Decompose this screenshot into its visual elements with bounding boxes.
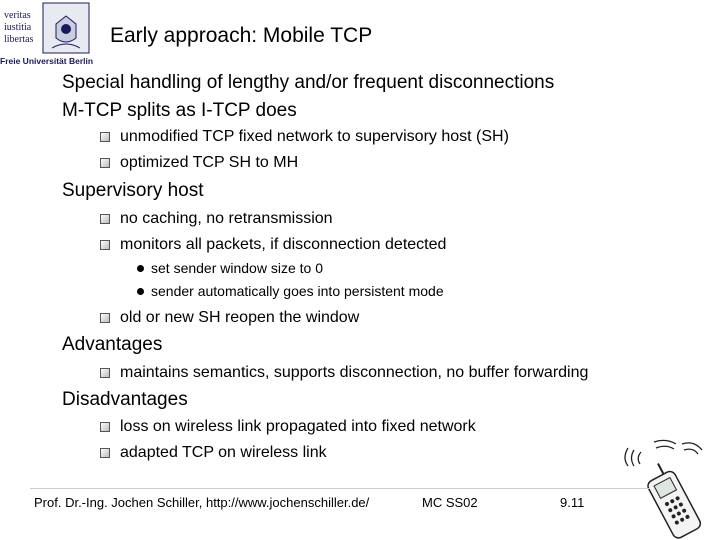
logo-motto (4, 10, 33, 46)
logo-motto-line: libertas (4, 34, 34, 45)
bullet-level2: unmodified TCP fixed network to supervisory host (SH) (120, 128, 509, 145)
square-bullet-icon (100, 313, 110, 323)
round-bullet-icon (137, 265, 144, 272)
bullet-level2: loss on wireless link propagated into fixed network (120, 418, 476, 435)
footer-author: Prof. Dr.-Ing. Jochen Schiller, http://www.jochenschiller.de/ (34, 495, 370, 510)
bullet-level3: set sender window size to 0 (151, 260, 323, 276)
university-name: Freie Universität Berlin (0, 56, 94, 66)
square-bullet-icon (100, 448, 110, 458)
bullet-level2: adapted TCP on wireless link (120, 444, 327, 461)
bullet-level3: sender automatically goes into persistent mode (151, 283, 444, 299)
footer-divider (30, 488, 650, 489)
square-bullet-icon (100, 368, 110, 378)
bullet-level1: Supervisory host (62, 180, 204, 201)
bullet-level2: old or new SH reopen the window (120, 309, 360, 326)
logo-motto-line: iustitia (4, 22, 32, 33)
logo-motto-line: veritas (4, 10, 31, 21)
round-bullet-icon (137, 288, 144, 295)
bullet-level2: no caching, no retransmission (120, 210, 333, 227)
bullet-level1: M-TCP splits as I-TCP does (62, 100, 297, 121)
bullet-level2: optimized TCP SH to MH (120, 154, 299, 171)
bullet-level2: monitors all packets, if disconnection detected (120, 236, 447, 253)
square-bullet-icon (100, 214, 110, 224)
bullet-level1: Advantages (62, 334, 163, 355)
slide-title: Early approach: Mobile TCP (110, 24, 373, 47)
square-bullet-icon (100, 422, 110, 432)
university-seal-icon (42, 2, 90, 54)
footer-course: MC SS02 (422, 495, 478, 510)
bullet-level1: Special handling of lengthy and/or frequent disconnections (62, 72, 555, 93)
square-bullet-icon (100, 132, 110, 142)
footer-page-number: 9.11 (560, 495, 585, 510)
bullet-level1: Disadvantages (62, 389, 188, 410)
square-bullet-icon (100, 240, 110, 250)
university-logo (0, 0, 92, 64)
bullet-level2: maintains semantics, supports disconnection, no buffer forwarding (120, 364, 589, 381)
square-bullet-icon (100, 158, 110, 168)
